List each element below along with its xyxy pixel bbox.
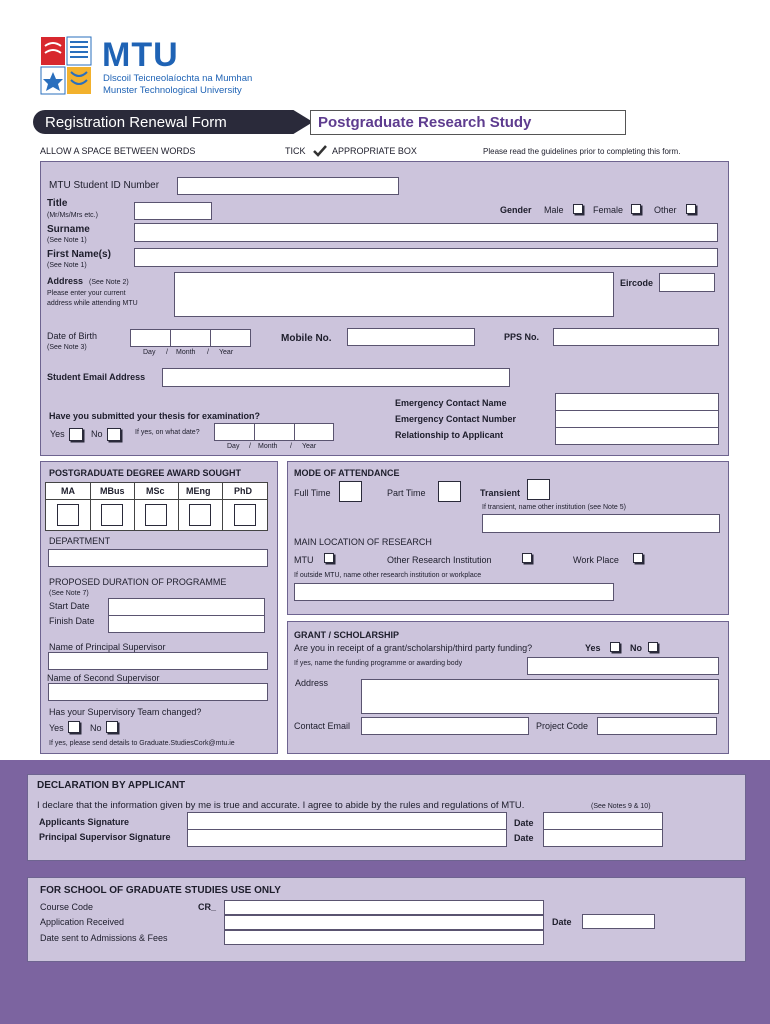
dob-note: (See Note 3) (47, 344, 87, 351)
declaration-text: I declare that the information given by me is true and accurate. I agree to abide by the rules and regulations of MTU. (37, 800, 525, 811)
mobile-input[interactable] (347, 328, 475, 346)
location-workplace-label: Work Place (573, 555, 619, 565)
dob-slash-1: / (166, 349, 168, 356)
gender-male-label: Male (544, 205, 564, 215)
transient-hint: If transient, name other institution (see Note 5) (482, 504, 626, 511)
student-id-label: MTU Student ID Number (49, 180, 160, 191)
location-other-checkbox[interactable] (522, 553, 532, 563)
date-sent-input[interactable] (224, 930, 544, 945)
dob-year-input[interactable] (210, 329, 251, 347)
attendance-heading: MODE OF ATTENDANCE (294, 468, 400, 478)
thesis-year-input[interactable] (294, 423, 334, 441)
dob-year-caption: Year (219, 349, 234, 356)
degree-option-ma: MA (61, 486, 75, 496)
finish-date-input[interactable] (108, 615, 265, 633)
grant-yes-checkbox[interactable] (610, 642, 620, 652)
title-input[interactable] (134, 202, 212, 220)
finish-date-label: Finish Date (49, 616, 95, 626)
application-received-label: Application Received (40, 917, 125, 927)
duration-label: PROPOSED DURATION OF PROGRAMME (49, 577, 227, 587)
brand-line-irish: Dlscoil Teicneolaíochta na Mumhan (103, 73, 253, 84)
form-title: Registration Renewal Form (45, 114, 227, 131)
first-names-input[interactable] (134, 248, 718, 267)
ec-name-input[interactable] (555, 393, 719, 411)
degree-option-mbus: MBus (100, 486, 125, 496)
degree-option-msc: MSc (146, 486, 165, 496)
course-code-input[interactable] (224, 900, 544, 915)
duration-note: (See Note 7) (49, 590, 89, 597)
title-label: Title (47, 198, 68, 209)
surname-label: Surname (47, 224, 90, 235)
degree-option-phd: PhD (234, 486, 252, 496)
supervisor-date-input[interactable] (543, 829, 663, 847)
date-sent-label: Date sent to Admissions & Fees (40, 933, 168, 943)
applicant-date-input[interactable] (543, 812, 663, 830)
project-code-input[interactable] (597, 717, 717, 735)
thesis-day-caption: Day (227, 443, 240, 450)
location-mtu-label: MTU (294, 555, 314, 565)
address-hint-1: Please enter your current (47, 290, 126, 297)
email-label: Student Email Address (47, 372, 146, 382)
research-location-heading: MAIN LOCATION OF RESEARCH (294, 537, 432, 547)
first-names-note: (See Note 1) (47, 262, 87, 269)
tick-label: TICK (285, 146, 306, 156)
email-input[interactable] (162, 368, 510, 387)
office-date-input[interactable] (582, 914, 655, 929)
team-no-label: No (90, 723, 102, 733)
study-type: Postgraduate Research Study (318, 114, 532, 131)
pps-label: PPS No. (504, 332, 540, 342)
thesis-question: Have you submitted your thesis for examination? (49, 411, 261, 421)
thesis-slash-1: / (249, 443, 251, 450)
surname-input[interactable] (134, 223, 718, 242)
degree-mbus-checkbox[interactable] (101, 504, 123, 526)
send-details-note: If yes, please send details to Graduate.StudiesCork@mtu.ie (49, 740, 235, 747)
degree-option-meng: MEng (186, 486, 211, 496)
title-hint: (Mr/Ms/Mrs etc.) (47, 212, 98, 219)
first-names-label: First Name(s) (47, 249, 111, 260)
part-time-label: Part Time (387, 488, 426, 498)
office-use-heading: FOR SCHOOL OF GRADUATE STUDIES USE ONLY (40, 885, 281, 896)
thesis-year-caption: Year (302, 443, 317, 450)
gender-label: Gender (500, 205, 532, 215)
address-input[interactable] (174, 272, 614, 317)
start-date-input[interactable] (108, 598, 265, 616)
gender-male-checkbox[interactable] (573, 204, 583, 214)
grant-yes-label: Yes (585, 643, 601, 653)
gender-other-label: Other (654, 205, 677, 215)
application-received-input[interactable] (224, 915, 544, 930)
mobile-label: Mobile No. (281, 333, 332, 344)
thesis-date-hint: If yes, on what date? (135, 429, 200, 436)
student-id-input[interactable] (177, 177, 399, 195)
transient-institution-input[interactable] (482, 514, 720, 533)
dob-slash-2: / (207, 349, 209, 356)
location-other-label: Other Research Institution (387, 555, 492, 565)
surname-note: (See Note 1) (47, 237, 87, 244)
team-yes-label: Yes (49, 723, 64, 733)
guidelines-note: Please read the guidelines prior to completing this form. (483, 147, 681, 156)
dob-day-input[interactable] (130, 329, 171, 347)
course-code-label: Course Code (40, 902, 94, 912)
degree-msc-checkbox[interactable] (145, 504, 167, 526)
location-workplace-checkbox[interactable] (633, 553, 643, 563)
team-no-checkbox[interactable] (106, 721, 118, 733)
full-time-checkbox[interactable] (339, 481, 362, 502)
part-time-checkbox[interactable] (438, 481, 461, 502)
dob-day-caption: Day (143, 349, 156, 356)
eircode-label: Eircode (620, 278, 654, 288)
pps-input[interactable] (553, 328, 719, 346)
ec-number-input[interactable] (555, 410, 719, 428)
brand-line-english: Munster Technological University (103, 85, 242, 96)
degree-phd-checkbox[interactable] (234, 504, 256, 526)
supervisor-signature-input[interactable] (187, 829, 507, 847)
grant-address-input[interactable] (361, 679, 719, 714)
eircode-input[interactable] (659, 273, 715, 292)
location-mtu-checkbox[interactable] (324, 553, 334, 563)
gender-other-checkbox[interactable] (686, 204, 696, 214)
allow-space-note: ALLOW A SPACE BETWEEN WORDS (40, 146, 196, 156)
applicant-signature-label: Applicants Signature (39, 817, 130, 827)
project-code-label: Project Code (536, 721, 589, 731)
supervisor-signature-label: Principal Supervisor Signature (39, 832, 171, 842)
ec-name-label: Emergency Contact Name (395, 398, 507, 408)
thesis-month-caption: Month (258, 443, 278, 450)
supervisor-date-label: Date (514, 833, 534, 843)
outside-mtu-hint: If outside MTU, name other research institution or workplace (294, 572, 482, 579)
full-time-label: Full Time (294, 488, 331, 498)
contact-email-label: Contact Email (294, 721, 351, 731)
team-yes-checkbox[interactable] (68, 721, 80, 733)
gender-female-label: Female (593, 205, 624, 215)
thesis-no-label: No (91, 429, 103, 439)
contact-email-input[interactable] (361, 717, 529, 735)
tick-icon (313, 145, 327, 157)
appropriate-box-label: APPROPRIATE BOX (332, 146, 417, 156)
funding-hint: If yes, name the funding programme or awarding body (294, 660, 463, 667)
dob-month-caption: Month (176, 349, 196, 356)
grant-no-checkbox[interactable] (648, 642, 658, 652)
address-hint-2: address while attending MTU (47, 300, 138, 307)
ec-number-label: Emergency Contact Number (395, 414, 517, 424)
applicant-signature-input[interactable] (187, 812, 507, 830)
degree-options-table (45, 482, 268, 531)
thesis-yes-checkbox[interactable] (69, 428, 83, 441)
team-changed-question: Has your Supervisory Team changed? (49, 707, 202, 717)
cr-prefix: CR_ (198, 902, 217, 912)
start-date-label: Start Date (49, 601, 90, 611)
dob-label: Date of Birth (47, 331, 98, 341)
second-supervisor-input[interactable] (48, 683, 268, 701)
transient-checkbox[interactable] (527, 479, 550, 500)
degree-heading: POSTGRADUATE DEGREE AWARD SOUGHT (49, 468, 242, 478)
thesis-yes-label: Yes (50, 429, 65, 439)
second-supervisor-label: Name of Second Supervisor (47, 673, 160, 683)
mtu-crest-icon (40, 36, 94, 96)
thesis-no-checkbox[interactable] (107, 428, 121, 441)
gender-female-checkbox[interactable] (631, 204, 641, 214)
thesis-month-input[interactable] (254, 423, 295, 441)
department-input[interactable] (48, 549, 268, 567)
thesis-slash-2: / (290, 443, 292, 450)
principal-supervisor-label: Name of Principal Supervisor (49, 642, 166, 652)
declaration-heading: DECLARATION BY APPLICANT (37, 780, 186, 791)
grant-heading: GRANT / SCHOLARSHIP (294, 630, 400, 640)
ec-relationship-input[interactable] (555, 427, 719, 445)
applicant-date-label: Date (514, 818, 534, 828)
department-label: DEPARTMENT (49, 536, 111, 546)
thesis-day-input[interactable] (214, 423, 255, 441)
address-note: (See Note 2) (89, 279, 129, 286)
funding-body-input[interactable] (527, 657, 719, 675)
outside-institution-input[interactable] (294, 583, 614, 601)
mtu-logo (40, 36, 280, 98)
transient-label: Transient (480, 488, 521, 498)
address-label: Address (47, 276, 84, 286)
dob-month-input[interactable] (170, 329, 211, 347)
ec-relationship-label: Relationship to Applicant (395, 430, 504, 440)
degree-meng-checkbox[interactable] (189, 504, 211, 526)
grant-no-label: No (630, 643, 642, 653)
brand-name: MTU (102, 36, 179, 74)
principal-supervisor-input[interactable] (48, 652, 268, 670)
grant-address-label: Address (295, 678, 329, 688)
office-date-label: Date (552, 917, 572, 927)
declaration-notes: (See Notes 9 & 10) (591, 803, 651, 810)
degree-ma-checkbox[interactable] (57, 504, 79, 526)
grant-question: Are you in receipt of a grant/scholarship/third party funding? (294, 643, 533, 653)
